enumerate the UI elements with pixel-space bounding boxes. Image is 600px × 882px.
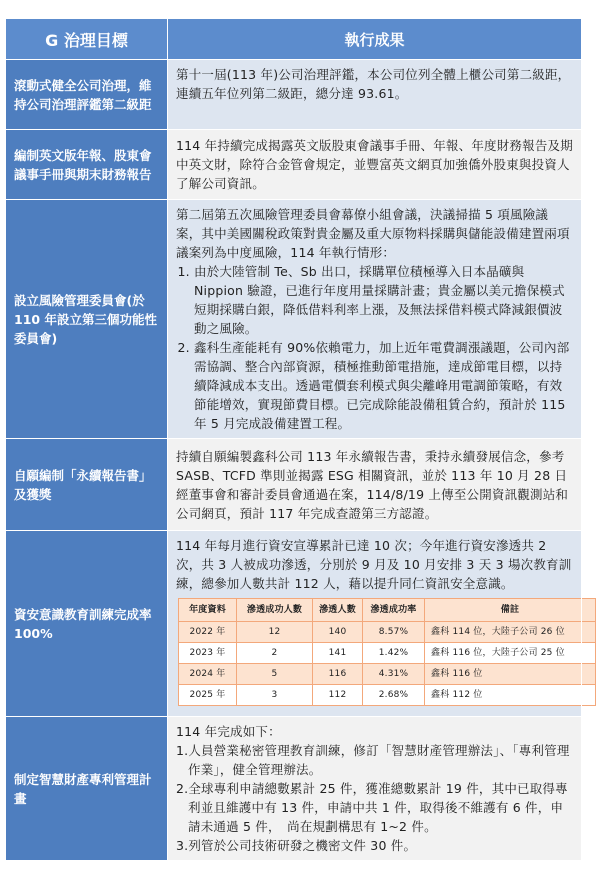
sub-header: 滲透成功率: [363, 599, 425, 622]
sub-header-row: [179, 599, 596, 622]
sub-header: 滲透人數: [313, 599, 363, 622]
header-goal: G 治理目標: [6, 19, 168, 60]
cell: 鑫科 112 位: [425, 685, 596, 706]
row-ip-management: [6, 717, 582, 861]
header-result: 執行成果: [168, 19, 582, 60]
cell: 2: [237, 643, 313, 664]
list-item: 2.全球專利申請總數累計 25 件，獲准總數累計 19 件，其中已取得專利並且維護中有 13 件，申請中共 1 件，取得後不維護有 6 件，申請未通過 5 件， 尚在規劃構思有 1~2 件。: [176, 781, 568, 834]
row-label: 自願編制「永續報告書」及獲獎: [6, 439, 168, 531]
cell: 2023 年: [179, 643, 237, 664]
row-label: 制定智慧財產專利管理計畫: [6, 717, 168, 861]
row-content: [168, 439, 582, 531]
cell: 116: [313, 664, 363, 685]
row-sustainability-report: [6, 439, 582, 531]
penetration-table: [178, 598, 596, 706]
cell: 8.57%: [363, 622, 425, 643]
row-corporate-governance: [6, 60, 582, 130]
row-risk-committee: [6, 200, 582, 439]
row-content: [168, 717, 582, 861]
cell: 5: [237, 664, 313, 685]
content-intro: 第二屆第五次風險管理委員會幕僚小組會議，決議掃描 5 項風險議案，其中美國關稅政策對貴金屬及重大原物料採購與儲能設備建置兩項議案列為中度風險，114 年執行情形：: [176, 207, 570, 260]
content-intro: 114 年完成如下：: [176, 724, 281, 739]
list-item: 3.列管於公司技術研發之機密文件 30 件。: [176, 838, 417, 853]
table-row: [179, 643, 596, 664]
list-item: 1.人員營業秘密管理教育訓練，修訂「智慧財產管理辦法」、「專利管理作業」，健全管理辦法。: [176, 743, 570, 777]
header-row: [6, 19, 582, 60]
cell: 2.68%: [363, 685, 425, 706]
cell: 鑫科 116 位: [425, 664, 596, 685]
cell: 2025 年: [179, 685, 237, 706]
row-content: [168, 130, 582, 200]
cell: 2024 年: [179, 664, 237, 685]
row-label: 滾動式健全公司治理，維持公司治理評鑑第二級距: [6, 60, 168, 130]
sub-header: 滲透成功人數: [237, 599, 313, 622]
sub-header: 年度資料: [179, 599, 237, 622]
cell: 2022 年: [179, 622, 237, 643]
row-label: 設立風險管理委員會(於 110 年設立第三個功能性委員會): [6, 200, 168, 439]
cell: 12: [237, 622, 313, 643]
row-security-training: [6, 531, 582, 717]
risk-items: [176, 262, 573, 433]
cell: 鑫科 114 位，大陸子公司 26 位: [425, 622, 596, 643]
ip-items: [176, 741, 573, 855]
row-content: [168, 531, 582, 717]
content-text: 持續自願編製鑫科公司 113 年永續報告書，秉持永續發展信念，參考 SASB、TCFD 準則並揭露 ESG 相關資訊，並於 113 年 10 月 28 日經董事會和審計委員會通過在案，114/8/19 上傳至公開資訊觀測站和公司網頁，預計 117 年完成查證第三方認證。: [176, 448, 569, 521]
content-text: 第十一屆(113 年)公司治理評鑑，本公司位列全體上櫃公司第二級距，連續五年位列第二級距，總分達 93.61。: [176, 67, 571, 101]
list-item: 2. 鑫科生產能耗有 90%依賴電力，加上近年電費調漲議題，公司內部需協調、整合內部資源，積極推動節電措施，達成節電目標，以持續降減成本支出。透過電價套利模式與尖離峰用電調節策略，有效節能增效，實現節費目標。已完成除能設備租賃合約，預計於 115 年 5 月完成設備建置工程。: [194, 338, 573, 433]
row-content: [168, 200, 582, 439]
row-label: 編制英文版年報、股東會議事手冊與期末財務報告: [6, 130, 168, 200]
cell: 鑫科 116 位，大陸子公司 25 位: [425, 643, 596, 664]
table-row: [179, 622, 596, 643]
table-row: [179, 685, 596, 706]
row-english-reports: [6, 130, 582, 200]
cell: 1.42%: [363, 643, 425, 664]
cell: 140: [313, 622, 363, 643]
row-label: 資安意識教育訓練完成率 100%: [6, 531, 168, 717]
content-intro: 114 年每月進行資安宣導累計已達 10 次；今年進行資安滲透共 2 次，共 3 人被成功滲透，分別於 9 月及 10 月安排 3 天 3 場次教育訓練，總參加人數共計 112 人，藉以提升同仁資訊安全意識。: [176, 538, 572, 591]
list-item: 1. 由於大陸管制 Te、Sb 出口，採購單位積極導入日本晶礦與Nippion 驗證，已進行年度用量採購計畫；貴金屬以美元擔保模式短期採購白銀，降低借料利率上漲，及無法採借料模式降減銀價波動之風險。: [194, 262, 573, 338]
sub-header: 備註: [425, 599, 596, 622]
content-text: 114 年持續完成揭露英文版股東會議事手冊、年報、年度財務報告及期中英文財，除符合金管會規定，並豐富英文網頁加強僑外股東與投資人了解公司資訊。: [176, 138, 573, 191]
cell: 3: [237, 685, 313, 706]
row-content: [168, 60, 582, 130]
table-row: [179, 664, 596, 685]
cell: 112: [313, 685, 363, 706]
governance-table: [5, 18, 582, 861]
cell: 4.31%: [363, 664, 425, 685]
cell: 141: [313, 643, 363, 664]
